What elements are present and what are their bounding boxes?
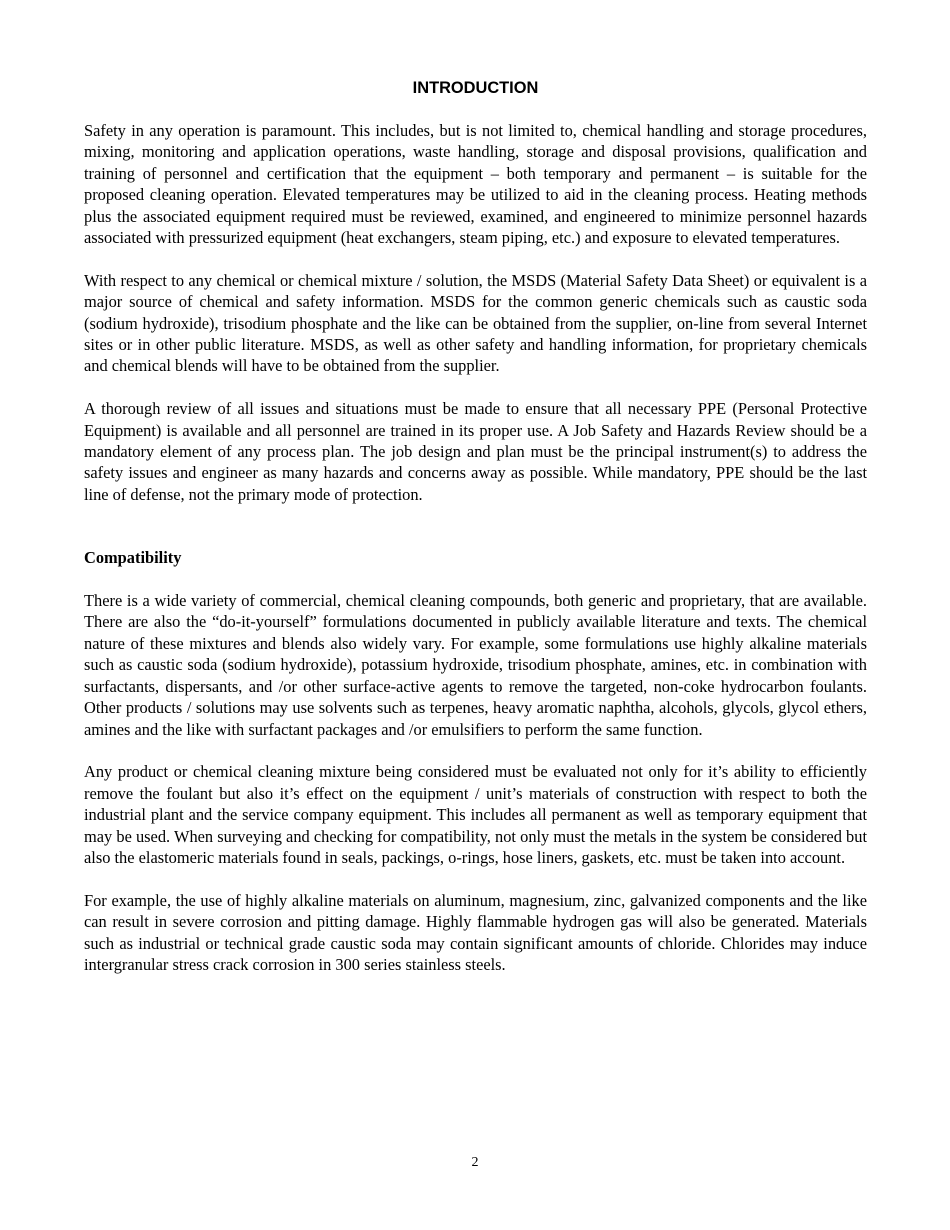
intro-paragraph-3: A thorough review of all issues and situations must be made to ensure that all necessary PPE (Personal Protective Equipment) is available and all personnel are trained in its proper use. A Job Safety and Hazards Review should be a mandatory element of any process plan. The job design and plan must be the principal instrument(s) to address the safety issues and engineer as many hazards and concerns away as possible. While mandatory, PPE should be the last line of defense, not the primary mode of protection. bbox=[84, 399, 867, 504]
compat-paragraph-1: There is a wide variety of commercial, chemical cleaning compounds, both generic and proprietary, that are available. There are also the “do-it-yourself” formulations documented in publicly available literature and texts. The chemical nature of these mixtures and blends also widely vary. For example, some formulations use highly alkaline materials such as caustic soda (sodium hydroxide), potassium hydroxide, trisodium phosphate, amines, etc. in combination with surfactants, dispersants, and /or other surface-active agents to remove the targeted, non-coke hydrocarbon foulants. Other products / solutions may use solvents such as terpenes, heavy aromatic naphtha, alcohols, glycols, glycol ethers, amines and the like with surfactant packages and /or emulsifiers to perform the same function. bbox=[84, 591, 867, 739]
page-heading: INTRODUCTION bbox=[412, 79, 539, 97]
intro-paragraph-1: Safety in any operation is paramount. This includes, but is not limited to, chemical handling and storage procedures, mixing, monitoring and application operations, waste handling, storage and disposal provisions, qualification and training of personnel and certification that the equipment – both temporary and permanent – is suitable for the proposed cleaning operation. Elevated temperatures may be utilized to aid in the cleaning process. Heating methods plus the associated equipment required must be reviewed, examined, and engineered to minimize personnel hazards associated with pressurized equipment (heat exchangers, steam piping, etc.) and exposure to elevated temperatures. bbox=[84, 121, 867, 248]
compat-paragraph-2: Any product or chemical cleaning mixture being considered must be evaluated not only for it’s ability to efficiently remove the foulant but also it’s effect on the equipment / unit’s materials of construction with respect to both the industrial plant and the service company equipment. This includes all permanent as well as temporary equipment that may be used. When surveying and checking for compatibility, not only must the metals in the system be considered but also the elastomeric materials found in seals, packings, o-rings, hose liners, gaskets, etc. must be taken into account. bbox=[84, 762, 867, 867]
intro-paragraph-2: With respect to any chemical or chemical mixture / solution, the MSDS (Material Safety Data Sheet) or equivalent is a major source of chemical and safety information. MSDS for the common generic chemicals such as caustic soda (sodium hydroxide), trisodium phosphate and the like can be obtained from the supplier, on-line from several Internet sites or in other public literature. MSDS, as well as other safety and handling information, for proprietary chemicals and chemical blends will have to be obtained from the supplier. bbox=[84, 270, 867, 376]
document-page bbox=[84, 78, 867, 997]
section-title-compatibility: Compatibility bbox=[84, 548, 182, 568]
compat-paragraph-3: For example, the use of highly alkaline materials on aluminum, magnesium, zinc, galvanized components and the like can result in severe corrosion and pitting damage. Highly flammable hydrogen gas will also be generated. Materials such as industrial or technical grade caustic soda may contain significant amounts of chloride. Chlorides may induce intergranular stress crack corrosion in 300 series stainless steels. bbox=[84, 890, 867, 974]
page-number: 2 bbox=[471, 1155, 479, 1170]
